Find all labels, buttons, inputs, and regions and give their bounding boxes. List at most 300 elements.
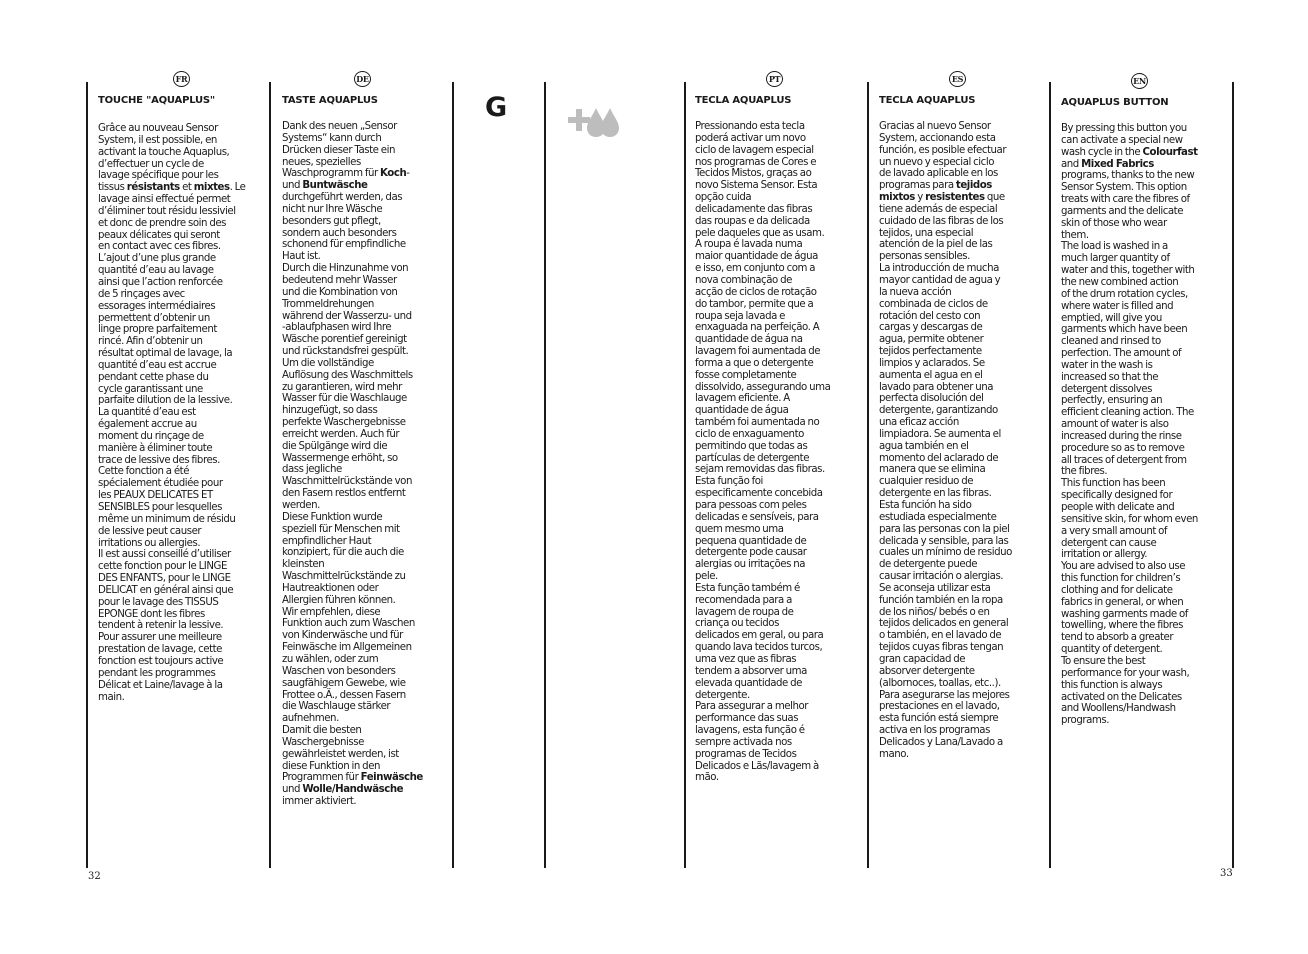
text-line: pendant les programmes [98, 667, 216, 679]
text-line: limpiadora. Se aumenta el [879, 428, 1001, 440]
text-line: Dank des neuen „Sensor [282, 121, 397, 132]
text-line: mayor cantidad de agua y [879, 274, 1001, 286]
text-line: where water is filled and [1061, 300, 1174, 312]
text-line: ciclo de lavagem especial [695, 144, 814, 156]
text-line: lavagem eficiente. A [695, 393, 790, 405]
text-line: quantidade de água na [695, 334, 803, 346]
text-line [879, 180, 1047, 192]
text-line [282, 772, 448, 784]
text-line: activant la touche Aquaplus, [98, 146, 230, 158]
column-rule-5 [684, 82, 686, 868]
text-line: programs. [1061, 715, 1109, 727]
text-line: rotación del cesto con [879, 310, 981, 322]
text-line: personas sensibles. [879, 251, 970, 263]
text-line: aumenta el agua en el [879, 369, 983, 381]
text-line: Esta função também é [695, 582, 800, 594]
text-line: permitindo que todas as [695, 440, 808, 452]
text-line: Wäsche porentief gereinigt [282, 334, 407, 346]
column-rule-2 [269, 82, 271, 868]
text-line: detergente. [695, 689, 750, 701]
text-line: the new combined action [1061, 276, 1179, 288]
text-line: werden. [282, 500, 320, 511]
text-line: novo Sistema Sensor. Esta [695, 180, 818, 192]
text-line: washing garments made of [1061, 608, 1188, 620]
text-line: pequena quantidade de [695, 535, 807, 547]
text-line: Wir empfehlen, diese [282, 606, 381, 618]
text-line: The load is washed in a [1061, 241, 1168, 253]
text-line: mano. [879, 748, 909, 760]
text-line: schonend für empfindliche [282, 239, 406, 251]
text-line: performance das suas [695, 713, 799, 725]
text-line: peaux délicates qui seront [98, 229, 220, 241]
text-line: aufnehmen. [282, 713, 339, 725]
text-line: Il est aussi conseillé d’utiliser [98, 549, 231, 561]
text-line: sejam removidas das fibras. [695, 464, 825, 476]
text-line: Funktion auch zum Waschen [282, 618, 415, 630]
bold-text-run: Feinwäsche [360, 772, 423, 784]
text-line: en contact avec ces fibres. [98, 241, 221, 253]
text-line: Esta função foi [695, 476, 763, 488]
text-line: poderá activar um novo [695, 132, 806, 144]
text-line: garments which have been [1061, 324, 1188, 336]
text-line: opção cuida [695, 192, 752, 204]
text-line: et donc de prendre soin des [98, 217, 227, 229]
text-line: cualquier residuo de [879, 476, 974, 488]
text-line: Delicados y Lana/Lavado a [879, 736, 1003, 748]
text-line: delicadamente das fibras [695, 203, 813, 215]
text-line: estudiada especialmente [879, 511, 997, 523]
text-line [1061, 147, 1229, 159]
text-line: momento del aclarado de [879, 452, 999, 464]
text-line: them. [1061, 229, 1089, 241]
text-line: activated on the Delicates [1061, 691, 1182, 703]
text-line: detergente pode causar [695, 547, 807, 559]
text-line: specifically designed for [1061, 490, 1173, 502]
text-line: SENSIBLES pour lesquelles [98, 502, 222, 513]
column-rule-3 [452, 82, 454, 868]
text-line: detergent can cause [1061, 537, 1157, 549]
text-line: tendem a absorver uma [695, 665, 807, 677]
text-run: and [1061, 158, 1082, 170]
text-line: quantidade de água [695, 405, 789, 417]
text-line: prestation de lavage, cette [98, 644, 223, 656]
text-line: La introducción de mucha [879, 263, 999, 275]
bold-text-run: Koch [380, 168, 407, 180]
language-badge-pt: PT [766, 71, 783, 87]
text-line: o también, en el lavado de [879, 630, 1002, 642]
text-line: zu garantieren, wird mehr [282, 381, 402, 393]
text-line: tendent à retenir la lessive. [98, 620, 224, 632]
text-line: même un minimum de résidu [98, 513, 236, 525]
text-line: Para asegurarse las mejores [879, 689, 1010, 701]
text-line: cuidado de las fibras de los [879, 215, 1004, 227]
text-line: pele daqueles que as usam. [695, 227, 825, 239]
text-line: Gracias al nuevo Sensor [879, 121, 991, 132]
text-line: pele. [695, 571, 718, 583]
text-line: delicada y sensible, para las [879, 535, 1009, 547]
text-line: d’éliminer tout résidu lessiviel [98, 205, 236, 217]
text-line: tend to absorb a greater [1061, 632, 1174, 644]
text-line: von Kinderwäsche und für [282, 630, 403, 642]
text-line: skin of those who wear [1061, 217, 1167, 229]
text-line: Allergien führen können. [282, 594, 396, 606]
text-line: nos programas de Cores e [695, 156, 817, 168]
text-line: speziell für Menschen mit [282, 523, 400, 535]
text-line: DELICAT en général ainsi que [98, 584, 234, 596]
text-line: efficient cleaning action. The [1061, 407, 1194, 419]
text-line: una eficaz acción [879, 417, 959, 429]
text-line: spécialement étudiée pour [98, 478, 223, 490]
text-line: tejidos cuyas fibras tengan [879, 642, 1004, 654]
text-line: garments and the delicate [1061, 205, 1184, 217]
text-line: sensitive skin, for whom even [1061, 513, 1198, 525]
text-run: und [282, 180, 303, 192]
text-line: (albornoces, toallas, etc..). [879, 677, 1001, 689]
language-badge-es: ES [949, 71, 966, 87]
text-line: Feinwäsche im Allgemeinen [282, 642, 412, 654]
text-run: can activate a special new [1061, 134, 1183, 146]
text-line: Wassermenge erhöht, so [282, 452, 398, 464]
section-heading-pt: TECLA AQUAPLUS [695, 95, 792, 106]
text-line: também foi aumentada no [695, 417, 820, 429]
text-line: perfection. The amount of [1061, 348, 1182, 360]
text-line: hinzugefügt, so dass [282, 405, 378, 417]
text-line: die Spülgänge wird die [282, 440, 388, 452]
text-line: función también en la ropa [879, 594, 1003, 606]
text-line: System, accionando esta [879, 132, 996, 144]
text-line: causar irritación o alergias. [879, 571, 1004, 583]
page-number-right: 33 [1220, 868, 1233, 879]
text-line: Tecidos Mistos, graças ao [695, 168, 812, 180]
text-line: activa en los programas [879, 725, 990, 737]
text-line: Frottee o.Ä., dessen Fasern [282, 689, 406, 701]
text-line: de lavado aplicable en los [879, 168, 998, 180]
text-line: Damit die besten [282, 725, 362, 737]
text-line: un nuevo y especial ciclo [879, 156, 994, 168]
column-rule-7 [1049, 82, 1051, 868]
text-line: tejidos delicados en general [879, 618, 1009, 630]
text-line: towelling, where the fibres [1061, 620, 1183, 632]
text-line: and Woollens/Handwash [1061, 703, 1176, 715]
text-line: Sensor System. This option [1061, 182, 1187, 194]
text-line: cleaned and rinsed to [1061, 336, 1161, 348]
text-line: much larger quantity of [1061, 253, 1170, 265]
text-line: amount of water is also [1061, 419, 1169, 431]
text-line [282, 168, 448, 180]
text-line: sondern auch besonders [282, 227, 397, 239]
text-line: detergente en las fibras. [879, 488, 992, 500]
text-line: cargas y descargas de [879, 322, 983, 334]
text-line: mão. [695, 772, 719, 784]
text-line [1061, 159, 1229, 171]
text-line: delicadas e sensíveis, para [695, 511, 819, 523]
language-badge-fr: FR [173, 71, 190, 87]
column-rule-4 [544, 82, 546, 868]
text-line: para pessoas com peles [695, 500, 807, 511]
text-line: dass jegliche [282, 464, 342, 476]
section-heading-es: TECLA AQUAPLUS [879, 95, 976, 106]
text-line: detergente, garantizando [879, 405, 998, 417]
text-line: increased during the rinse [1061, 430, 1182, 442]
text-line: permettent d’obtenir un [98, 312, 210, 324]
text-line: également accrue au [98, 419, 197, 431]
text-line: Waschmittelrückstände von [282, 476, 412, 488]
text-line: sempre activada nos [695, 736, 792, 748]
text-line: atención de la piel de las [879, 239, 993, 251]
text-line: Esta función ha sido [879, 500, 972, 511]
text-line: Diese Funktion wurde [282, 511, 383, 523]
text-line: Para assegurar a melhor [695, 701, 809, 713]
bold-text-run: mixtos [879, 192, 915, 204]
text-line: d’effectuer un cycle de [98, 158, 204, 170]
text-line: people with delicate and [1061, 502, 1175, 513]
text-line: parfaite dilution de la lessive. [98, 395, 233, 407]
text-line: Cette fonction a été [98, 466, 190, 478]
text-line: lavage spécifique pour les [98, 170, 219, 182]
language-badge-de: DE [354, 71, 371, 87]
text-line: Um die vollständige [282, 357, 374, 369]
text-line: durchgeführt werden, das [282, 192, 403, 204]
text-line: Trommeldrehungen [282, 298, 374, 310]
text-line [282, 180, 448, 192]
section-body-es [879, 121, 1047, 761]
text-line: kleinsten [282, 559, 325, 571]
text-line: Pressionando esta tecla [695, 121, 805, 132]
text-line: the fibres. [1061, 466, 1108, 478]
text-run: . Le [229, 182, 246, 194]
text-line: fosse completamente [695, 369, 797, 381]
text-run: programas para [879, 180, 956, 192]
text-line: delicados em geral, ou para [695, 630, 824, 642]
text-line: a very small amount of [1061, 525, 1168, 537]
text-run: tissus [98, 182, 127, 194]
text-line: absorver detergente [879, 665, 975, 677]
text-line: Systems“ kann durch [282, 132, 382, 144]
section-body-fr [98, 123, 264, 703]
text-line: gewährleistet werden, ist [282, 748, 399, 760]
text-line: quantité d’eau au lavage [98, 265, 214, 277]
section-body-en [1061, 123, 1229, 727]
text-run: que [984, 192, 1005, 204]
text-line: To ensure the best [1061, 655, 1146, 667]
text-line: irritations ou allergies. [98, 537, 201, 549]
text-line: agua también en el [879, 440, 969, 452]
text-line: Grâce au nouveau Sensor [98, 123, 218, 134]
text-line: System, il est possible, en [98, 134, 217, 146]
language-badge-en: EN [1131, 73, 1148, 89]
text-line: perfecta disolución del [879, 393, 984, 405]
page-number-left: 32 [88, 871, 101, 882]
text-line [282, 784, 448, 796]
text-run: Waschprogramm für [282, 168, 381, 180]
bold-text-run: tejidos [955, 180, 992, 192]
text-line: quantité d’eau est accrue [98, 359, 217, 371]
text-line: e isso, em conjunto com a [695, 263, 816, 275]
text-line: erreicht werden. Auch für [282, 428, 400, 440]
text-line: les PEAUX DELICATES ET [98, 490, 213, 502]
text-line: ciclo de enxaguamento [695, 428, 804, 440]
text-line: perfekte Waschergebnisse [282, 417, 406, 429]
text-line: pour le lavage des TISSUS [98, 596, 219, 608]
text-line: tejidos, una especial [879, 227, 974, 239]
text-line [1061, 135, 1229, 147]
text-line: rincé. Afin d’obtenir un [98, 336, 203, 348]
text-line: während der Wasserzu- und [282, 310, 412, 322]
text-line: Waschmittelrückstände zu [282, 571, 406, 583]
text-line: und die Kombination von [282, 286, 398, 298]
text-line: nova combinação de [695, 274, 792, 286]
text-line: maior quantidade de água [695, 251, 818, 263]
text-line: main. [98, 691, 125, 703]
text-line: emptied, will give you [1061, 312, 1162, 324]
text-run: et [179, 182, 194, 194]
text-line: partículas de detergente [695, 452, 810, 464]
text-line: combinada de ciclos de [879, 298, 988, 310]
text-line: water and this, together with [1061, 265, 1195, 277]
column-rule-6 [867, 82, 869, 868]
text-line: den Fasern restlos entfernt [282, 488, 406, 500]
text-line: tiene además de especial [879, 203, 998, 215]
column-rule-8 [1232, 82, 1234, 868]
text-line: Waschergebnisse [282, 736, 364, 748]
text-line: Haut ist. [282, 251, 321, 263]
text-line: Hautreaktionen oder [282, 582, 379, 594]
text-line: gran capacidad de [879, 653, 966, 665]
bold-text-run: resistentes [925, 192, 985, 204]
text-line: this function for children’s [1061, 573, 1181, 585]
text-line: saugfähigem Gewebe, wie [282, 677, 406, 689]
text-line: neues, spezielles [282, 156, 361, 168]
text-line: la nueva acción [879, 286, 952, 298]
text-line: A roupa é lavada numa [695, 239, 803, 251]
text-line: detergent dissolves [1061, 383, 1152, 395]
text-line: immer aktiviert. [282, 796, 357, 808]
text-line: de lessive peut causer [98, 525, 202, 537]
text-line: EPONGE dont les fibres [98, 608, 205, 620]
text-line: para las personas con la piel [879, 523, 1010, 535]
text-line: DES ENFANTS, pour le LINGE [98, 573, 231, 585]
text-line: cycle garantissant une [98, 383, 203, 395]
text-line: de 5 rinçages avec [98, 288, 185, 300]
text-line: und rückstandsfrei gespült. [282, 346, 409, 358]
text-line: acção de ciclos de rotação [695, 286, 817, 298]
text-run: - [406, 168, 410, 180]
text-run: wash cycle in the [1061, 146, 1143, 158]
bold-text-run: Wolle/Handwäsche [302, 784, 404, 796]
text-line: roupa seja lavada e [695, 310, 785, 322]
plus-drops-icon [561, 106, 621, 138]
section-body-de [282, 121, 448, 808]
text-line: manière à éliminer toute [98, 442, 213, 454]
text-line: quantity of detergent. [1061, 644, 1163, 656]
text-line: limpios y aclarados. Se [879, 357, 985, 369]
section-body-pt [695, 121, 863, 784]
text-line: trace de lessive des fibres. [98, 454, 220, 466]
text-line: programs, thanks to the new [1061, 170, 1195, 182]
text-line: criança ou tecidos [695, 618, 779, 630]
text-line: tejidos perfectamente [879, 346, 982, 358]
text-line: fonction est toujours active [98, 655, 224, 667]
text-line: alergias ou irritações na [695, 559, 806, 571]
text-line: lavagens, esta função é [695, 725, 805, 737]
text-line: cuales un mínimo de residuo [879, 547, 1012, 559]
text-line [98, 182, 264, 194]
text-line: esta función está siempre [879, 713, 999, 725]
text-line: linge propre parfaitement [98, 324, 217, 336]
text-line: Pour assurer une meilleure [98, 632, 222, 644]
text-line: das roupas e da delicada [695, 215, 810, 227]
text-line: forma a que o detergente [695, 357, 814, 369]
text-line: increased so that the [1061, 371, 1159, 383]
text-line: pendant cette phase du [98, 371, 209, 383]
bold-text-run: Colourfast [1142, 146, 1198, 158]
text-line: La quantité d’eau est [98, 407, 196, 419]
text-line: nicht nur Ihre Wäsche [282, 203, 383, 215]
text-line: -ablaufphasen wird Ihre [282, 322, 392, 334]
section-heading-fr: TOUCHE "AQUAPLUS" [98, 95, 215, 106]
text-line: moment du rinçage de [98, 430, 204, 442]
bold-text-run: Buntwäsche [302, 180, 368, 192]
text-line: of the drum rotation cycles, [1061, 288, 1188, 300]
text-line: clothing and for delicate [1061, 584, 1173, 596]
text-line: Waschen von besonders [282, 665, 396, 677]
section-heading-en: AQUAPLUS BUTTON [1061, 97, 1169, 108]
text-line: especificamente concebida [695, 488, 823, 500]
text-line: empfindlicher Haut [282, 535, 372, 547]
bold-text-run: résistants [126, 182, 180, 194]
text-line: lavage ainsi effectué permet [98, 194, 231, 206]
column-rule-1 [86, 82, 88, 868]
text-line: Auflösung des Waschmittels [282, 369, 413, 381]
bold-text-run: mixtes [193, 182, 230, 194]
text-line: zu wählen, oder zum [282, 653, 379, 665]
text-line: prestaciones en el lavado, [879, 701, 1000, 713]
text-line: procedure so as to remove [1061, 442, 1185, 454]
text-line: perfectly, ensuring an [1061, 395, 1163, 407]
text-line [879, 192, 1047, 204]
text-line: Drücken dieser Taste ein [282, 144, 395, 156]
text-line: water in the wash is [1061, 359, 1153, 371]
text-line: recomendada para a [695, 594, 792, 606]
text-line: do tambor, permite que a [695, 298, 814, 310]
section-heading-de: TASTE AQUAPLUS [282, 95, 378, 106]
text-line: diese Funktion in den [282, 760, 381, 772]
text-line: cette fonction pour le LINGE [98, 561, 227, 573]
text-line: résultat optimal de lavage, la [98, 348, 233, 360]
text-line: manera que se elimina [879, 464, 986, 476]
text-line: This function has been [1061, 478, 1166, 490]
text-line: fabrics in general, or when [1061, 596, 1184, 608]
text-line: Durch die Hinzunahme von [282, 263, 409, 275]
text-line: dissolvido, assegurando uma [695, 381, 831, 393]
text-line: ainsi que l’action renforcée [98, 276, 223, 288]
text-line: this function is always [1061, 679, 1163, 691]
text-line: essorages intermédiaires [98, 300, 216, 312]
text-line: programas de Tecidos [695, 748, 797, 760]
text-line: You are advised to also use [1061, 561, 1186, 573]
text-line: bedeutend mehr Wasser [282, 274, 397, 286]
text-line: elevada quantidade de [695, 677, 802, 689]
text-line: all traces of detergent from [1061, 454, 1187, 466]
text-line: de los niños/ bebés o en [879, 606, 990, 618]
text-run: und [282, 784, 303, 796]
text-line: Wasser für die Waschlauge [282, 393, 407, 405]
text-line: Délicat et Laine/lavage à la [98, 679, 223, 691]
text-line: lavagem de roupa de [695, 606, 794, 618]
text-line: agua, permite obtener [879, 334, 984, 346]
text-line: performance for your wash, [1061, 667, 1190, 679]
text-line: lavado para obtener una [879, 381, 994, 393]
